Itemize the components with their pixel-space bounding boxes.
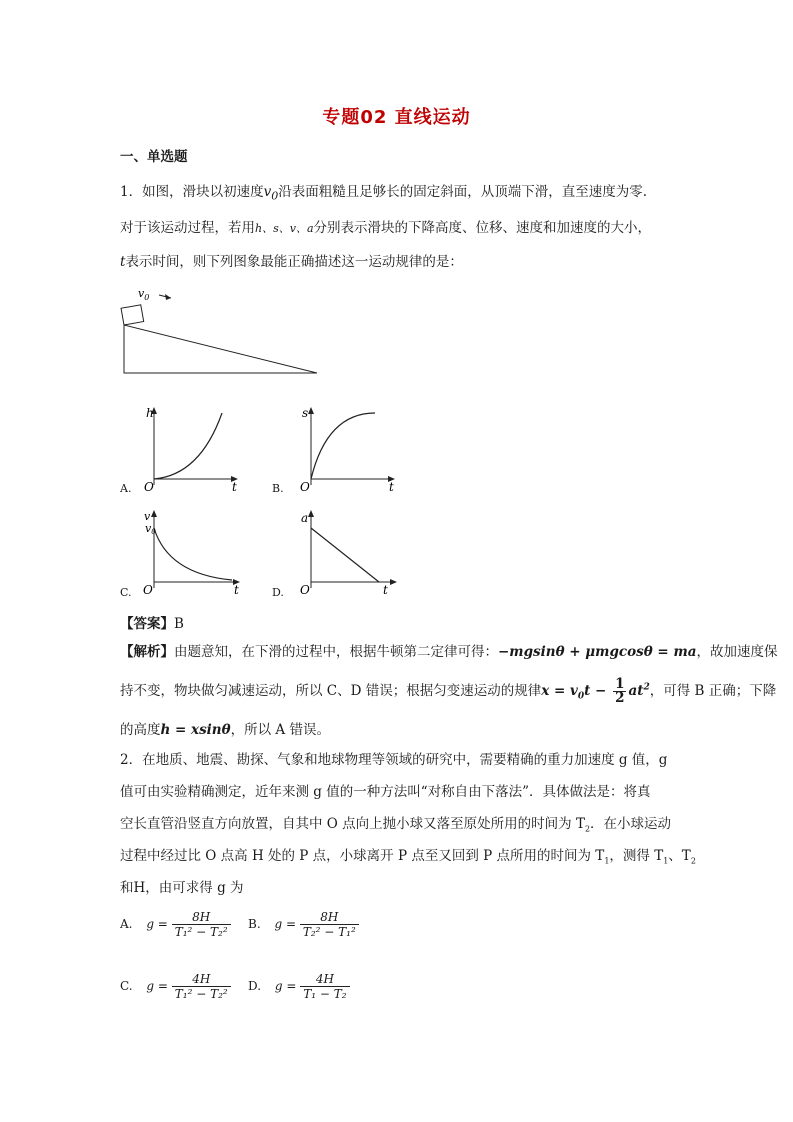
q2-line-4: 过程中经过比 O 点高 H 处的 P 点，小球离开 P 点至又回到 P 点所用的时间为 $T_1$，测得 $T_1$、$T_2$ (120, 848, 696, 866)
q2-g-eq-c: g = (146, 979, 168, 993)
graph-option-a (140, 405, 250, 495)
graph-option-c (140, 508, 255, 598)
v0-symbol: $v_0$ (263, 184, 279, 203)
q1-line-1 (120, 180, 647, 203)
q2-line-3: 空长直管沿竖直方向放置，自其中 O 点向上抛小球又落至原处所用的时间为 $T_2$．在小球运动 (120, 816, 672, 834)
q2-text-4b: ，测得 T (609, 848, 664, 864)
analysis-text-2b: ，可得 B 正确；下降 (649, 683, 777, 699)
q2-line-1: 2．在地质、地震、勘探、气象和地球物理等领域的研究中，需要精确的重力加速度 g 值，g (120, 752, 668, 768)
page-title: 专题02 直线运动 (322, 107, 471, 128)
q1-text-1a: 1．如图，滑块以初速度 (120, 184, 264, 200)
q1-line-2 (120, 216, 651, 236)
option-a-label: A. (120, 482, 132, 495)
equation-height: h = xsinθ (160, 722, 231, 738)
q1-text-2b: 分别表示滑块的下降高度、位移、速度和加速度的大小， (313, 220, 652, 236)
q2-g-eq-a: g = (146, 917, 168, 931)
axis-y-a: h (146, 406, 154, 420)
q2-line-2: 值可由实验精确测定，近年来测 g 值的一种方法叫“对称自由下落法”．具体做法是：将真 (120, 784, 651, 800)
q1-text-1b: 沿表面粗糙且足够长的固定斜面，从顶端下滑，直至速度为零. (278, 184, 648, 200)
q2-fraction-c: $\frac{4H}{\text{T₁² − T₂²}}$ (172, 972, 231, 1001)
q2-fraction-a: $\frac{8H}{\text{T₁² − T₂²}}$ (172, 910, 231, 939)
curve-c (154, 528, 232, 580)
incline-diagram (115, 280, 325, 380)
origin-a: O (144, 480, 154, 494)
axis-x-d: t (383, 583, 388, 597)
q2-text-3a: 空长直管沿竖直方向放置，自其中 O 点向上抛小球又落至原处所用的时间为 T (120, 816, 585, 832)
q2-option-a (120, 910, 231, 939)
q2-fraction-b: $\frac{8H}{\text{T₂² − T₁²}}$ (300, 910, 359, 939)
q2-option-c-label: C. (120, 979, 133, 993)
q1-text-3b: 表示时间，则下列图象最能正确描述这一运动规律的是： (125, 254, 463, 270)
q2-option-d-label: D. (248, 979, 262, 993)
axis-v0-c: v0 (145, 522, 156, 536)
q2-text-3b: ．在小球运动 (590, 816, 672, 832)
axis-x-a: t (232, 480, 237, 494)
q2-text-4c: 、T (668, 848, 691, 864)
graph-option-d (297, 508, 412, 598)
q2-text-4a: 过程中经过比 O 点高 H 处的 P 点，小球离开 P 点至又回到 P 点所用的时间为 T (120, 848, 605, 864)
section-heading: 一、单选题 (120, 149, 188, 165)
origin-c: O (143, 583, 153, 597)
axis-x-b: t (389, 480, 394, 494)
axis-y-d: a (301, 511, 309, 525)
analysis-line-3 (120, 718, 330, 738)
analysis-text-3b: ，所以 A 错误。 (230, 722, 330, 738)
q2-option-d (248, 972, 350, 1001)
axis-x-c: t (234, 583, 239, 597)
q2-option-c (120, 972, 231, 1001)
equation-newton: −mgsinθ + μmgcosθ = ma (498, 644, 697, 660)
analysis-text-1b: ，故加速度保 (696, 644, 778, 660)
q2-option-a-label: A. (120, 917, 133, 931)
q1-text-2a: 对于该运动过程，若用 (120, 220, 255, 236)
curve-d (311, 528, 379, 582)
q2-g-eq-d: g = (274, 979, 297, 993)
equation-kinematics: $x = v_0t$ − $\frac{1}{2}$ $at^2$ (541, 676, 650, 706)
analysis-text-2a: 持不变，物块做匀减速运动，所以 C、D 错误；根据匀变速运动的规律 (120, 683, 542, 699)
answer-value: B (174, 616, 184, 632)
curve-a (154, 413, 222, 479)
option-d-label: D. (272, 586, 284, 599)
analysis-label: 【解析】 (120, 644, 174, 660)
graph-option-b (297, 405, 407, 495)
analysis-line-1 (120, 640, 777, 660)
analysis-text-1: 由题意知，在下滑的过程中，根据牛顿第二定律可得： (174, 644, 498, 660)
diagram-v0-label: $v_0$ (138, 287, 150, 302)
q1-line-3 (120, 250, 463, 270)
origin-d: O (300, 583, 310, 597)
q2-line-5: 和H，由可求得 g 为 (120, 880, 244, 896)
axis-y-b: s (302, 406, 309, 420)
origin-b: O (300, 480, 310, 494)
q1-variables: h、s、v、a (255, 222, 314, 235)
q2-option-b-label: B. (248, 917, 261, 931)
analysis-text-3a: 的高度 (120, 722, 161, 738)
answer-label: 【答案】 (120, 616, 174, 632)
analysis-line-2 (120, 678, 776, 705)
slider-block (121, 305, 144, 325)
q2-g-eq-b: g = (274, 917, 297, 931)
q1-t-variable: t (120, 254, 126, 270)
option-b-label: B. (272, 482, 284, 495)
q2-option-b (248, 910, 359, 939)
curve-b (311, 413, 375, 479)
q2-fraction-d: $\frac{4H}{\text{T₁ − T₂}}$ (300, 972, 349, 1001)
option-c-label: C. (120, 586, 132, 599)
answer-line (120, 612, 184, 632)
axis-y-c: v (144, 510, 151, 523)
